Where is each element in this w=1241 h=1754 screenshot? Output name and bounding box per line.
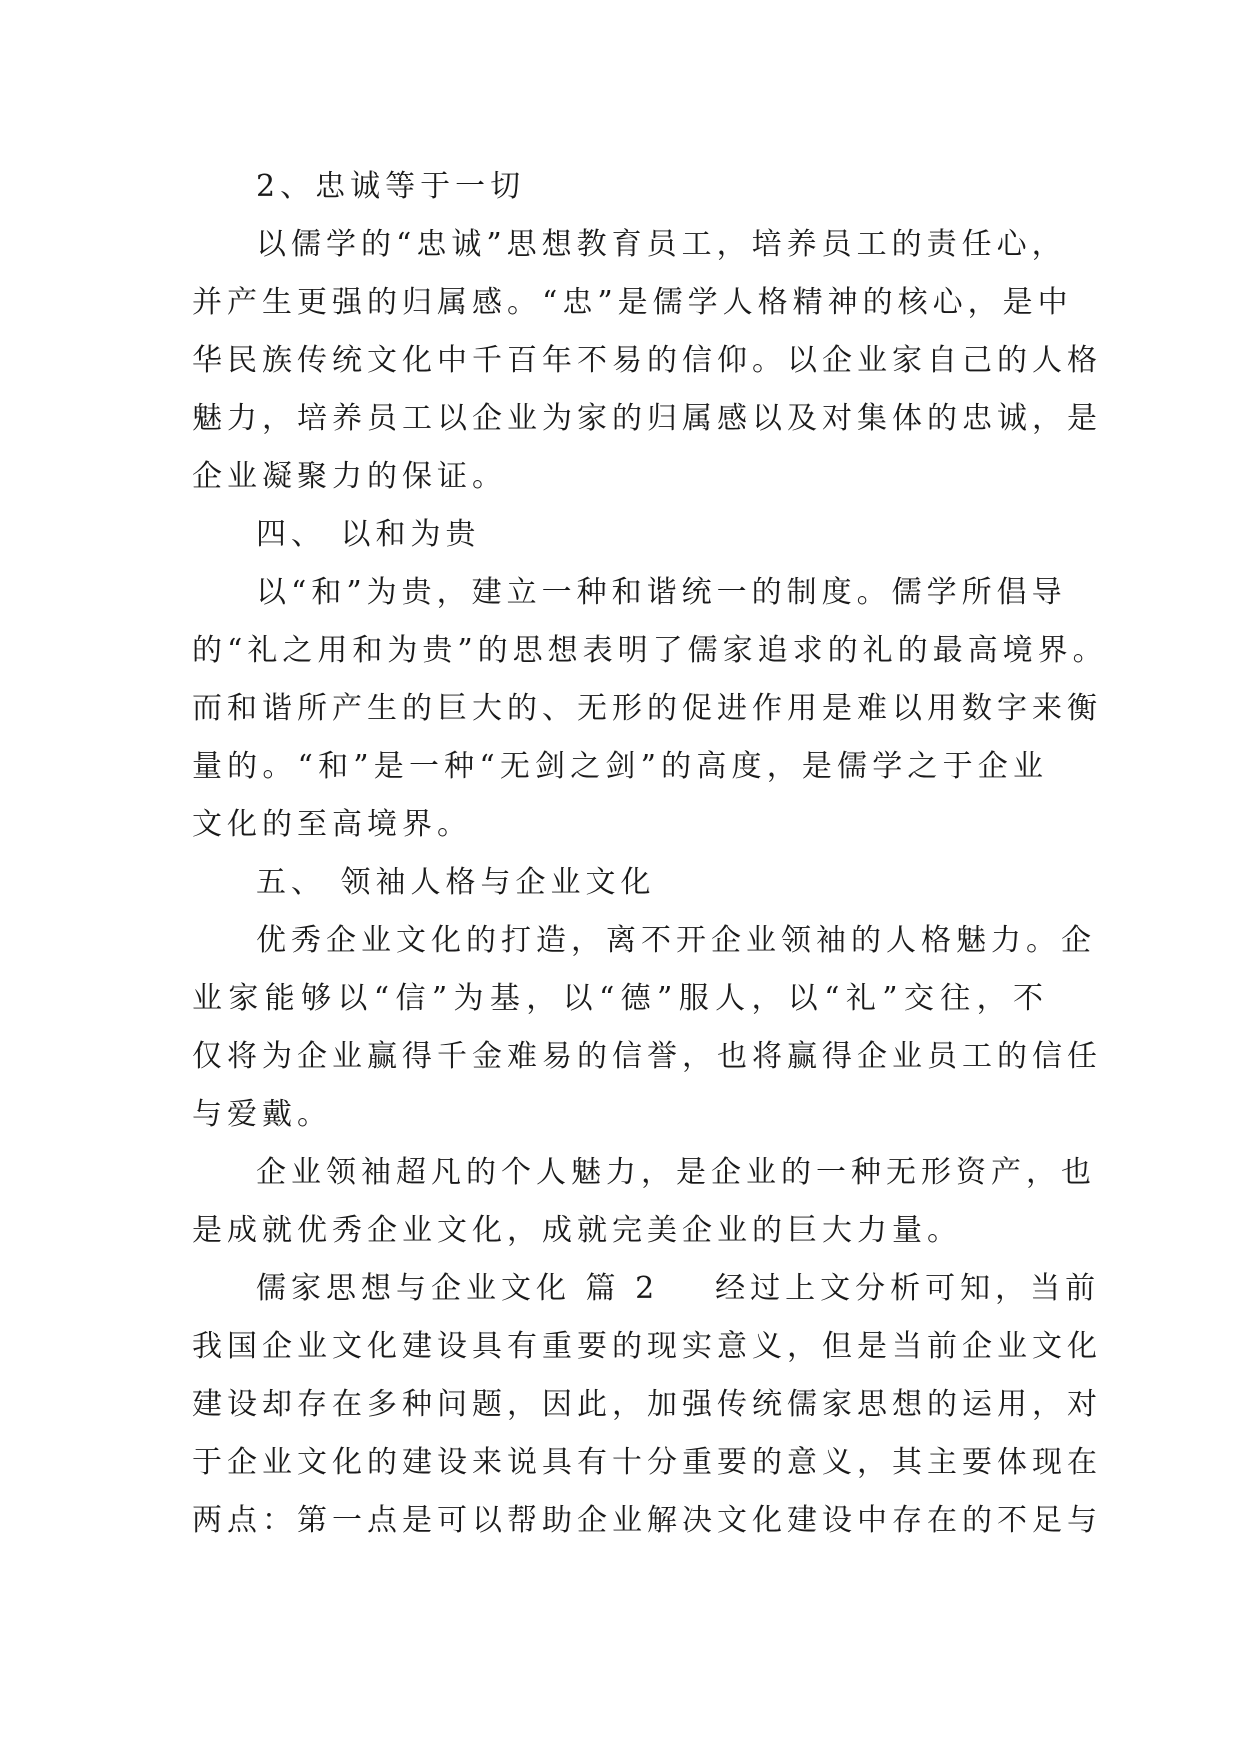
paragraph-line: 以儒学的“忠诚”思想教育员工，培养员工的责任心， [256,227,1067,262]
section-heading-loyalty: 2、忠诚等于一切 [256,169,526,204]
paragraph-line: 以“和”为贵，建立一种和谐统一的制度。儒学所倡导 [256,575,1067,610]
paragraph-line: 业家能够以“信”为基，以“德”服人，以“礼”交往，不 [192,981,1048,1016]
paragraph-text: 经过上文分析可知，当前 [715,1271,1101,1306]
paragraph-line: 于企业文化的建设来说具有十分重要的意义，其主要体现在 [192,1445,1102,1480]
section-heading-leadership: 五、 领袖人格与企业文化 [256,865,656,900]
paragraph-line: 企业凝聚力的保证。 [192,459,507,494]
paragraph-line: 而和谐所产生的巨大的、无形的促进作用是难以用数字来衡 [192,691,1102,726]
paragraph-line: 是成就优秀企业文化，成就完美企业的巨大力量。 [192,1213,962,1248]
paragraph-line: 仅将为企业赢得千金难易的信誉，也将赢得企业员工的信任 [192,1039,1102,1074]
paragraph-line: 两点：第一点是可以帮助企业解决文化建设中存在的不足与 [192,1503,1102,1538]
paragraph-line: 优秀企业文化的打造，离不开企业领袖的人格魅力。企 [256,923,1096,958]
paragraph-line: 文化的至高境界。 [192,807,472,842]
paragraph-line: 与爱戴。 [192,1097,332,1132]
paragraph-line: 华民族传统文化中千百年不易的信仰。以企业家自己的人格 [192,343,1102,378]
article-part-title: 儒家思想与企业文化 篇 2 [256,1271,660,1306]
article-part-line [192,1260,1101,1318]
paragraph-line: 的“礼之用和为贵”的思想表明了儒家追求的礼的最高境界。 [192,633,1108,668]
paragraph-line: 我国企业文化建设具有重要的现实意义，但是当前企业文化 [192,1329,1102,1364]
paragraph-line: 量的。“和”是一种“无剑之剑”的高度，是儒学之于企业 [192,749,1048,784]
paragraph-line: 并产生更强的归属感。“忠”是儒学人格精神的核心，是中 [192,285,1073,320]
paragraph-line: 建设却存在多种问题，因此，加强传统儒家思想的运用，对 [192,1387,1102,1422]
section-heading-harmony: 四、 以和为贵 [256,517,481,552]
paragraph-line: 企业领袖超凡的个人魅力，是企业的一种无形资产，也 [256,1155,1096,1190]
paragraph-line: 魅力，培养员工以企业为家的归属感以及对集体的忠诚，是 [192,401,1102,436]
document-body [192,158,1108,1550]
